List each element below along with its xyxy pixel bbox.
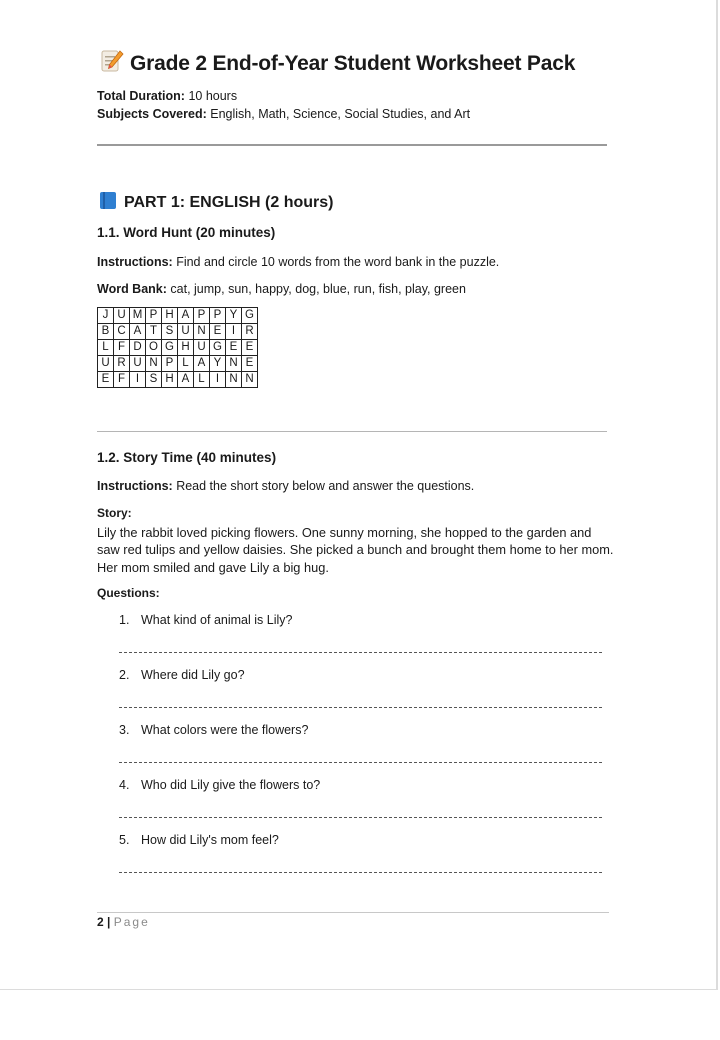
grid-cell[interactable]: R [114,356,130,372]
grid-cell[interactable]: G [242,308,258,324]
grid-cell[interactable]: J [98,308,114,324]
grid-cell[interactable]: O [146,340,162,356]
horizontal-rule [97,144,607,146]
page-number: 2 [97,915,104,929]
grid-cell[interactable]: A [178,308,194,324]
document-title [100,48,575,76]
grid-cell[interactable]: U [114,308,130,324]
page-edge [0,989,718,990]
grid-cell[interactable]: I [226,324,242,340]
grid-cell[interactable]: N [242,372,258,388]
grid-cell[interactable]: M [130,308,146,324]
grid-row [98,356,258,372]
grid-cell[interactable]: T [146,324,162,340]
story-time-title: 1.2. Story Time (40 minutes) [97,450,277,465]
grid-cell[interactable]: D [130,340,146,356]
memo-icon [100,48,124,74]
grid-cell[interactable]: S [146,372,162,388]
grid-cell[interactable]: S [162,324,178,340]
grid-row [98,372,258,388]
word-hunt-title: 1.1. Word Hunt (20 minutes) [97,225,276,240]
grid-cell[interactable]: N [226,372,242,388]
grid-cell[interactable]: L [178,356,194,372]
grid-cell[interactable]: B [98,324,114,340]
blue-book-icon [100,192,116,209]
grid-cell[interactable]: L [194,372,210,388]
grid-cell[interactable]: E [242,340,258,356]
answer-line[interactable] [119,707,602,708]
grid-cell[interactable]: G [162,340,178,356]
question-item: 3. What colors were the flowers? [119,723,309,737]
grid-cell[interactable]: C [114,324,130,340]
grid-cell[interactable]: I [130,372,146,388]
question-item: 4. Who did Lily give the flowers to? [119,778,321,792]
word-hunt-instructions: Instructions: Find and circle 10 words from the word bank in the puzzle. [97,255,500,269]
grid-cell[interactable]: R [242,324,258,340]
answer-line[interactable] [119,762,602,763]
page-label: Page [113,915,150,929]
grid-cell[interactable]: E [210,324,226,340]
grid-cell[interactable]: F [114,340,130,356]
word-search-grid [97,307,258,388]
grid-cell[interactable]: N [146,356,162,372]
page-edge [716,0,718,990]
grid-cell[interactable]: U [98,356,114,372]
grid-cell[interactable]: H [162,372,178,388]
grid-cell[interactable]: F [114,372,130,388]
question-item: 1. What kind of animal is Lily? [119,613,293,627]
grid-cell[interactable]: A [130,324,146,340]
answer-line[interactable] [119,872,602,873]
grid-cell[interactable]: Y [226,308,242,324]
grid-cell[interactable]: U [130,356,146,372]
grid-row [98,308,258,324]
questions-label: Questions: [97,586,160,600]
grid-cell[interactable]: P [194,308,210,324]
grid-cell[interactable]: U [178,324,194,340]
question-item: 5. How did Lily's mom feel? [119,833,279,847]
grid-cell[interactable]: I [210,372,226,388]
grid-cell[interactable]: P [162,356,178,372]
story-block [97,505,617,576]
story-label: Story: [97,506,132,520]
title-text: Grade 2 End-of-Year Student Worksheet Pack [130,52,576,75]
grid-cell[interactable]: E [226,340,242,356]
word-bank: Word Bank: cat, jump, sun, happy, dog, blue, run, fish, play, green [97,282,466,296]
grid-cell[interactable]: U [194,340,210,356]
answer-line[interactable] [119,817,602,818]
grid-cell[interactable]: E [98,372,114,388]
grid-row [98,324,258,340]
grid-cell[interactable]: L [98,340,114,356]
grid-cell[interactable]: N [226,356,242,372]
page-footer: 2 | Page [97,915,150,929]
subjects-covered: Subjects Covered: English, Math, Science, Social Studies, and Art [97,107,471,121]
grid-cell[interactable]: P [210,308,226,324]
grid-cell[interactable]: A [194,356,210,372]
grid-cell[interactable]: G [210,340,226,356]
grid-cell[interactable]: H [178,340,194,356]
horizontal-rule [97,431,607,432]
grid-cell[interactable]: H [162,308,178,324]
grid-row [98,340,258,356]
grid-cell[interactable]: P [146,308,162,324]
grid-cell[interactable]: A [178,372,194,388]
part-heading: PART 1: ENGLISH (2 hours) [100,192,334,212]
story-instructions: Instructions: Read the short story below and answer the questions. [97,479,475,493]
question-item: 2. Where did Lily go? [119,668,245,682]
grid-cell[interactable]: E [242,356,258,372]
grid-cell[interactable]: N [194,324,210,340]
total-duration: Total Duration: 10 hours [97,89,238,103]
footer-rule [97,912,609,913]
answer-line[interactable] [119,652,602,653]
story-text: Lily the rabbit loved picking flowers. One sunny morning, she hopped to the garden and saw red tulips and yellow daisies. She picked a bunch and brought them home to her mom. Her mom smiled and gave Lily a big hug. [97,524,614,575]
grid-cell[interactable]: Y [210,356,226,372]
